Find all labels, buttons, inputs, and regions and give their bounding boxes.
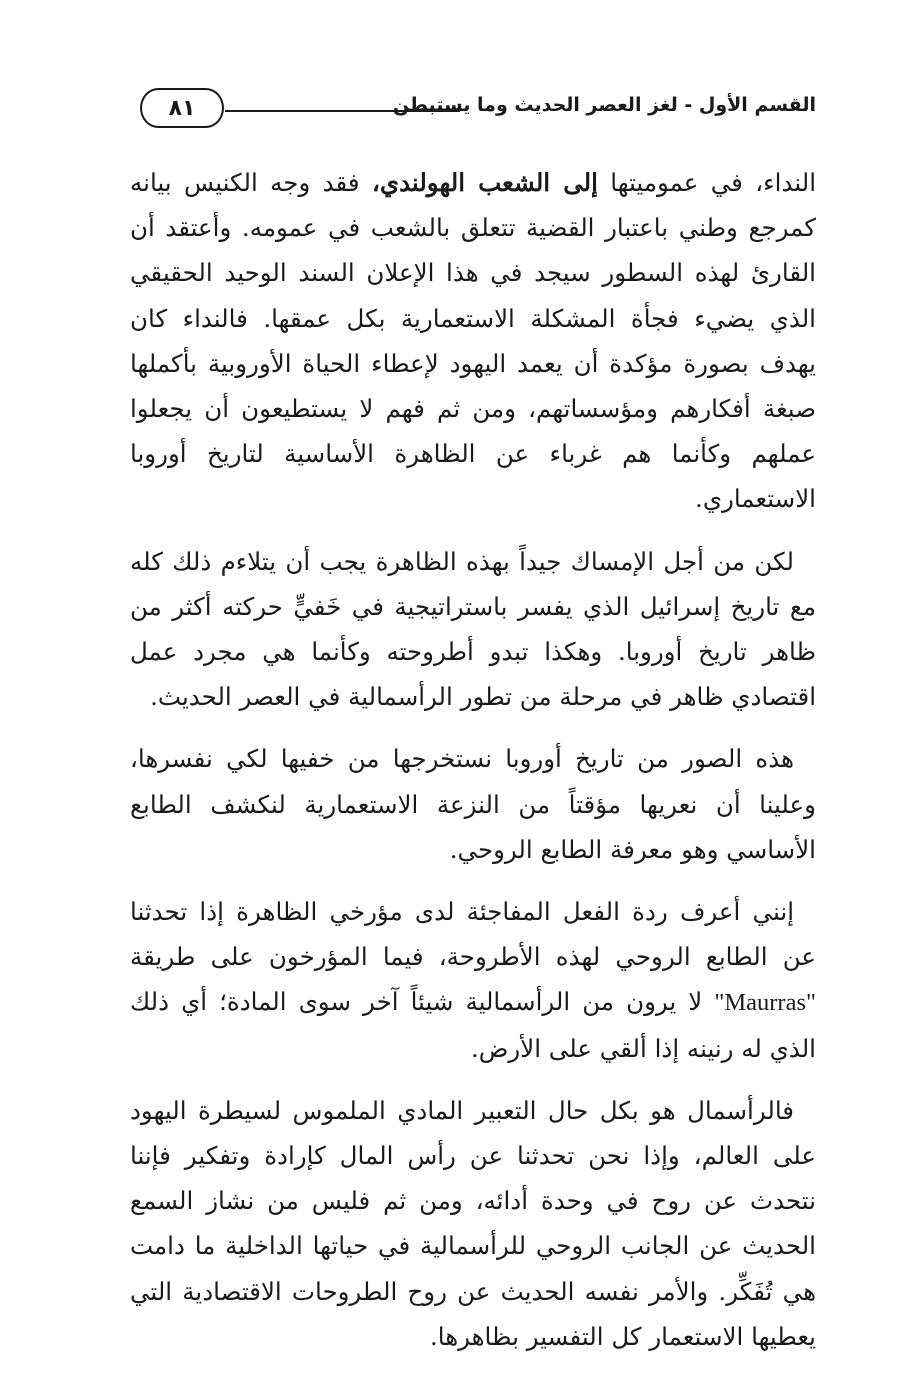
header-rule bbox=[225, 110, 460, 112]
paragraph-1-start: النداء، في عموميتها bbox=[597, 168, 817, 197]
paragraph-3: هذه الصور من تاريخ أوروبا نستخرجها من خفيها لكي نفسرها، وعلينا أن نعريها مؤقتاً من النزعة الاستعمارية لنكشف الطابع الأساسي وهو معرفة الطابع الروحي. bbox=[130, 744, 816, 864]
paragraph-4-end: لا يرون من الرأسمالية شيئاً آخر سوى المادة؛ أي ذلك الذي له رنينه إذا ألقي على الأرض. bbox=[130, 987, 816, 1063]
book-page bbox=[130, 70, 817, 1351]
page-number-text: ٨١ bbox=[168, 95, 196, 121]
paragraph-4-start: إنني أعرف ردة الفعل المفاجئة لدى مؤرخي الظاهرة إذا تحدثنا عن الطابع الروحي لهذه الأطروحة، فيما المؤرخون على طريقة bbox=[130, 897, 816, 972]
paragraph-1 bbox=[130, 160, 816, 522]
paragraph-4-latin: "Maurras" bbox=[714, 989, 816, 1017]
paragraph-2: لكن من أجل الإمساك جيداً بهذه الظاهرة يجب أن يتلاءم ذلك كله مع تاريخ إسرائيل الذي يفسر باستراتيجية في خَفيٍّ حركته أكثر من ظاهر تاريخ أوروبا. وهكذا تبدو أطروحته وكأنما هي مجرد عمل اقتصادي ظاهر في مرحلة من تطور الرأسمالية في العصر الحديث. bbox=[130, 546, 816, 712]
paragraph-4 bbox=[130, 889, 816, 1071]
paragraph-1-end: فقد وجه الكنيس بيانه كمرجع وطني باعتبار القضية تتعلق بالشعب في عمومه. وأعتقد أن القارئ لهذه السطور سيجد في هذا الإعلان السند الوحيد الحقيقي الذي يضيء فجأة المشكلة الاستعمارية بكل عمقها. فالنداء كان يهدف بصورة مؤكدة أن يعمد اليهود لإعطاء الحياة الأوروبية بأكملها صبغة أفكارهم ومؤسساتهم، ومن ثم فهم لا يستطيعون أن يجعلوا عملهم وكأنما هم غرباء عن الظاهرة الأساسية لتاريخ أوروبا الاستعماري. bbox=[130, 168, 816, 514]
running-title: القسم الأول - لغز العصر الحديث وما يستبطن bbox=[392, 94, 816, 116]
paragraph-1-bold: إلى الشعب الهولندي، bbox=[371, 168, 598, 197]
page-number bbox=[140, 88, 224, 128]
body-text bbox=[130, 160, 816, 1376]
paragraph-5: فالرأسمال هو بكل حال التعبير المادي الملموس لسيطرة اليهود على العالم، وإذا نحن تحدثنا عن رأس المال كإرادة وتفكير فإننا نتحدث عن روح في وحدة أدائه، ومن ثم فليس من نشاز السمع الحديث عن الجانب الروحي للرأسمالية في حياتها الداخلية ما دامت هي تُفَكِّر. والأمر نفسه الحديث عن روح الطروحات الاقتصادية التي يعطيها الاستعمار كل التفسير بظاهرها. bbox=[130, 1095, 816, 1351]
page-header bbox=[130, 88, 816, 138]
